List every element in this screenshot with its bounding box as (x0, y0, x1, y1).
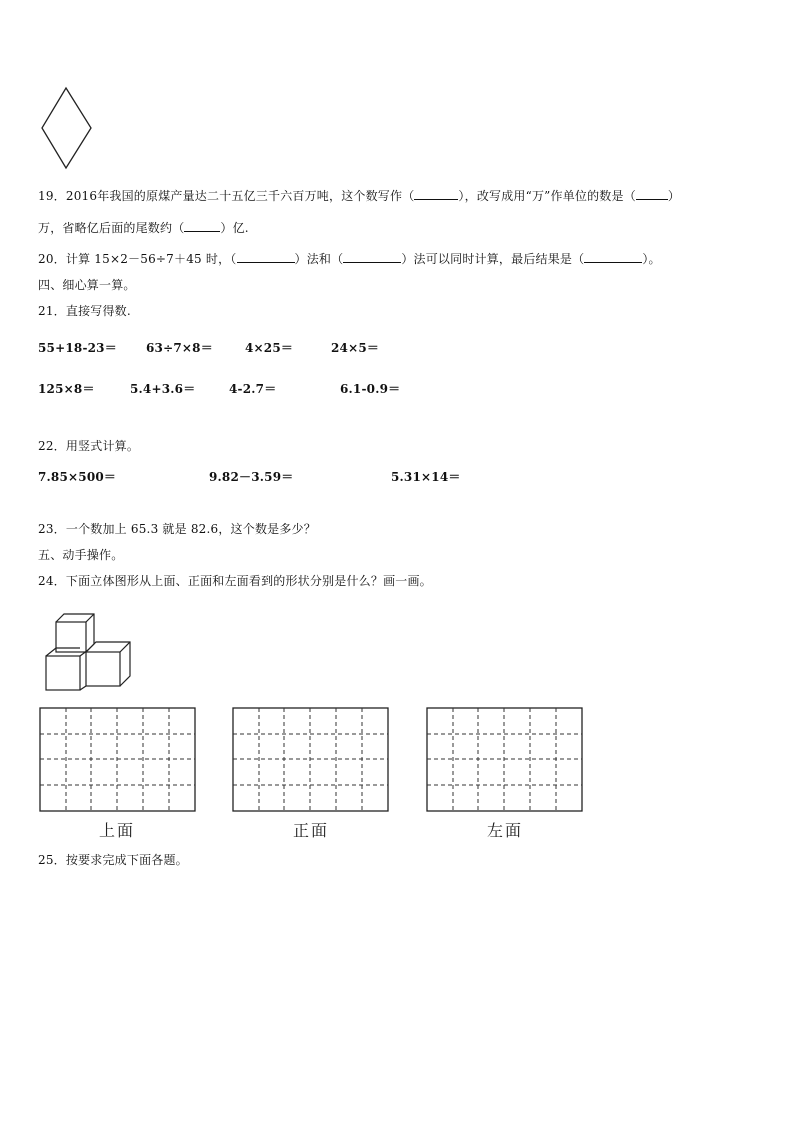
q21-item: 5.4+3.6＝ (130, 382, 196, 396)
q19-line1 (38, 187, 680, 204)
q20-text-d: ）。 (642, 252, 661, 266)
section-4-heading: 四、细心算一算。 (38, 278, 136, 292)
q21-title: 21．直接写得数. (38, 304, 131, 318)
rhombus-figure (38, 86, 96, 170)
q22-item: 5.31×14＝ (391, 470, 461, 484)
q19-text-b: ），改写成用“万”作单位的数是（ (458, 189, 636, 203)
q19-blank-3[interactable] (184, 219, 220, 232)
q24-title: 24．下面立体图形从上面、正面和左面看到的形状分别是什么？画一画。 (38, 574, 432, 588)
q21-item: 125×8＝ (38, 382, 95, 396)
q20-text-a: 20．计算 15×2－56÷7＋45 时，（ (38, 252, 237, 266)
q21-item: 55+18-23＝ (38, 341, 117, 355)
q19-blank-1[interactable] (414, 187, 458, 200)
caption-top-view: 上面 (99, 821, 136, 840)
q22-title: 22．用竖式计算。 (38, 439, 140, 453)
q25-text: 25．按要求完成下面各题。 (38, 853, 188, 867)
q22-item: 7.85×500＝ (38, 470, 117, 484)
q19-text-d: 万，省略亿后面的尾数约（ (38, 221, 185, 235)
q20-text-c: ）法可以同时计算，最后结果是（ (401, 252, 585, 266)
q19-line2 (38, 219, 249, 236)
q20-blank-1[interactable] (237, 250, 295, 263)
q19-text-e: ）亿. (220, 221, 249, 235)
q19-blank-2[interactable] (636, 187, 668, 200)
grid-top-view[interactable] (39, 707, 197, 813)
q20-blank-2[interactable] (343, 250, 401, 263)
caption-left-view: 左面 (487, 821, 524, 840)
rhombus-shape (42, 88, 91, 168)
q22-item: 9.82－3.59＝ (209, 470, 294, 484)
q23-text: 23．一个数加上 65.3 就是 82.6，这个数是多少？ (38, 522, 316, 536)
q20-line (38, 250, 661, 267)
q21-item: 63÷7×8＝ (146, 341, 213, 355)
q21-item: 4-2.7＝ (229, 382, 277, 396)
grid-left-view[interactable] (426, 707, 584, 813)
grid-front-view[interactable] (232, 707, 390, 813)
q21-item: 6.1-0.9＝ (340, 382, 401, 396)
q20-blank-3[interactable] (584, 250, 642, 263)
q21-item: 4×25＝ (245, 341, 294, 355)
q19-text-a: 19．2016年我国的原煤产量达二十五亿三千六百万吨，这个数写作（ (38, 189, 415, 203)
section-5-heading: 五、动手操作。 (38, 548, 124, 562)
q21-item: 24×5＝ (331, 341, 380, 355)
caption-front-view: 正面 (293, 821, 330, 840)
q19-text-c: ） (667, 189, 681, 203)
cube-figure (44, 606, 134, 694)
q20-text-b: ）法和（ (294, 252, 344, 266)
